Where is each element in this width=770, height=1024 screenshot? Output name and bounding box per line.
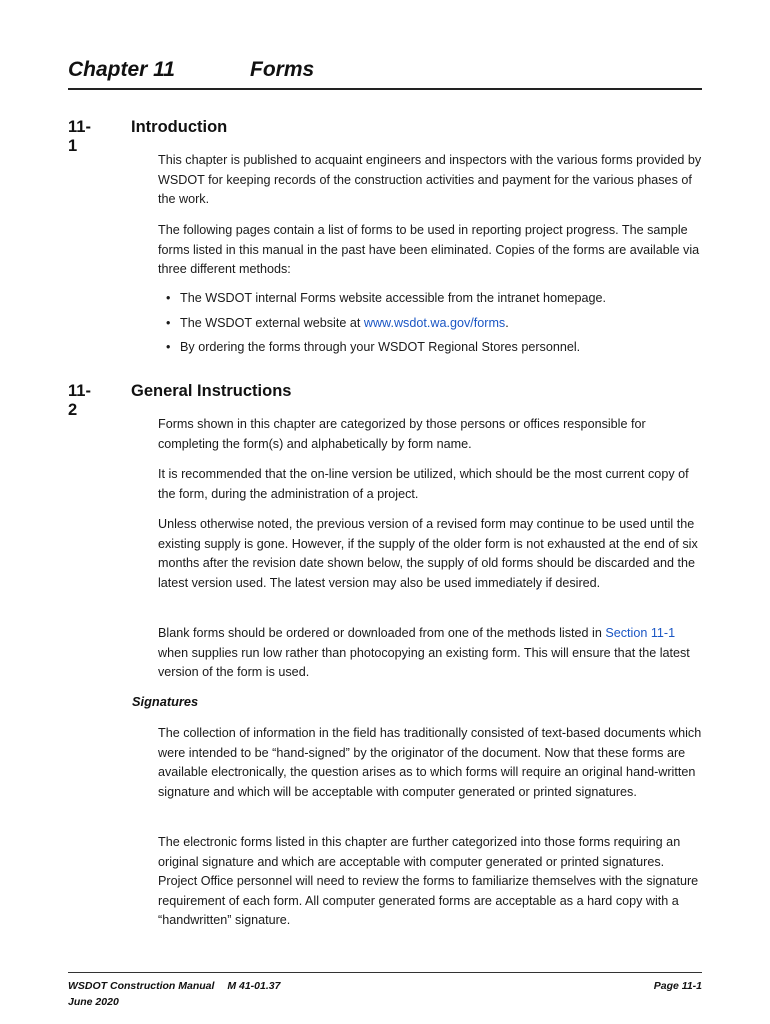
bullet-icon: • — [166, 340, 171, 354]
manual-title: WSDOT Construction Manual — [68, 980, 215, 992]
page-number: Page 11-1 — [653, 980, 702, 992]
bullet-icon: • — [166, 291, 171, 305]
signatures-paragraph-2: The electronic forms listed in this chapter are further categorized into those forms requiring an original signature and which are acceptable with computer generated or printed signatures. Project Office personnel will need to review the forms to familiarize themselves with the signature requirement of each form. All computer generated forms are acceptable as a hard copy with a “handwritten” signature. — [158, 835, 699, 927]
instructions-paragraph-4: Blank forms should be ordered or downloaded from one of the methods listed in Section 11-1 when supplies run low rather than photocopying an existing form. This will ensure that the latest version of the form is used. — [158, 626, 690, 679]
signatures-paragraph-1: The collection of information in the field has traditionally consisted of text-based documents which were intended to be “hand-signed” by the originator of the document. Now that these forms are available electronically, the question arises as to which forms will require an original hand-written signature and which will be acceptable with computer generated or printed signatures. — [158, 726, 702, 799]
bullet-icon: • — [166, 315, 171, 330]
section-number: 11-1 — [68, 118, 91, 155]
instructions-paragraph-1: Forms shown in this chapter are categorized by those persons or offices responsible for completing the form(s) and alphabetically by form name. — [158, 417, 646, 451]
signatures-heading: Signatures — [132, 694, 199, 709]
chapter-header — [68, 58, 702, 90]
footer-date: June 2020 — [68, 996, 119, 1008]
forms-website-link[interactable]: www.wsdot.wa.gov/forms — [363, 315, 506, 330]
forms-methods-list — [158, 289, 706, 363]
list-item: • The WSDOT internal Forms website accessible from the intranet homepage. — [158, 289, 706, 314]
footer-divider — [68, 972, 702, 973]
list-item: • By ordering the forms through your WSDOT Regional Stores personnel. — [158, 338, 706, 363]
section-number: 11-2 — [68, 382, 91, 419]
section-title: Introduction — [131, 118, 228, 136]
instructions-paragraph-3: Unless otherwise noted, the previous version of a revised form may continue to be used until the existing supply is gone. However, if the supply of the older form is not exhausted at the end of six months after the revision date shown below, the supply of old forms should be discarded and the latest version used. The latest version may also be used immediately if desired. — [158, 517, 698, 590]
manual-number: M 41-01.37 — [227, 980, 281, 992]
chapter-number: Chapter 11 — [68, 58, 175, 81]
footer-manual — [68, 978, 280, 994]
section-11-1-link[interactable]: Section 11-1 — [605, 626, 676, 640]
intro-paragraph-2: The following pages contain a list of forms to be used in reporting project progress. The sample forms listed in this manual in the past have been eliminated. Copies of the forms are available via three different methods: — [158, 223, 700, 276]
chapter-title: Forms — [250, 58, 315, 81]
instructions-paragraph-2: It is recommended that the on-line version be utilized, which should be the most current copy of the form, during the administration of a project. — [158, 467, 689, 501]
list-item: • The WSDOT external website at www.wsdot.wa.gov/forms. — [158, 314, 706, 339]
intro-paragraph-1: This chapter is published to acquaint engineers and inspectors with the various forms provided by WSDOT for keeping records of the construction activities and payment for the various phases of the work. — [158, 153, 702, 206]
section-title: General Instructions — [131, 382, 292, 400]
